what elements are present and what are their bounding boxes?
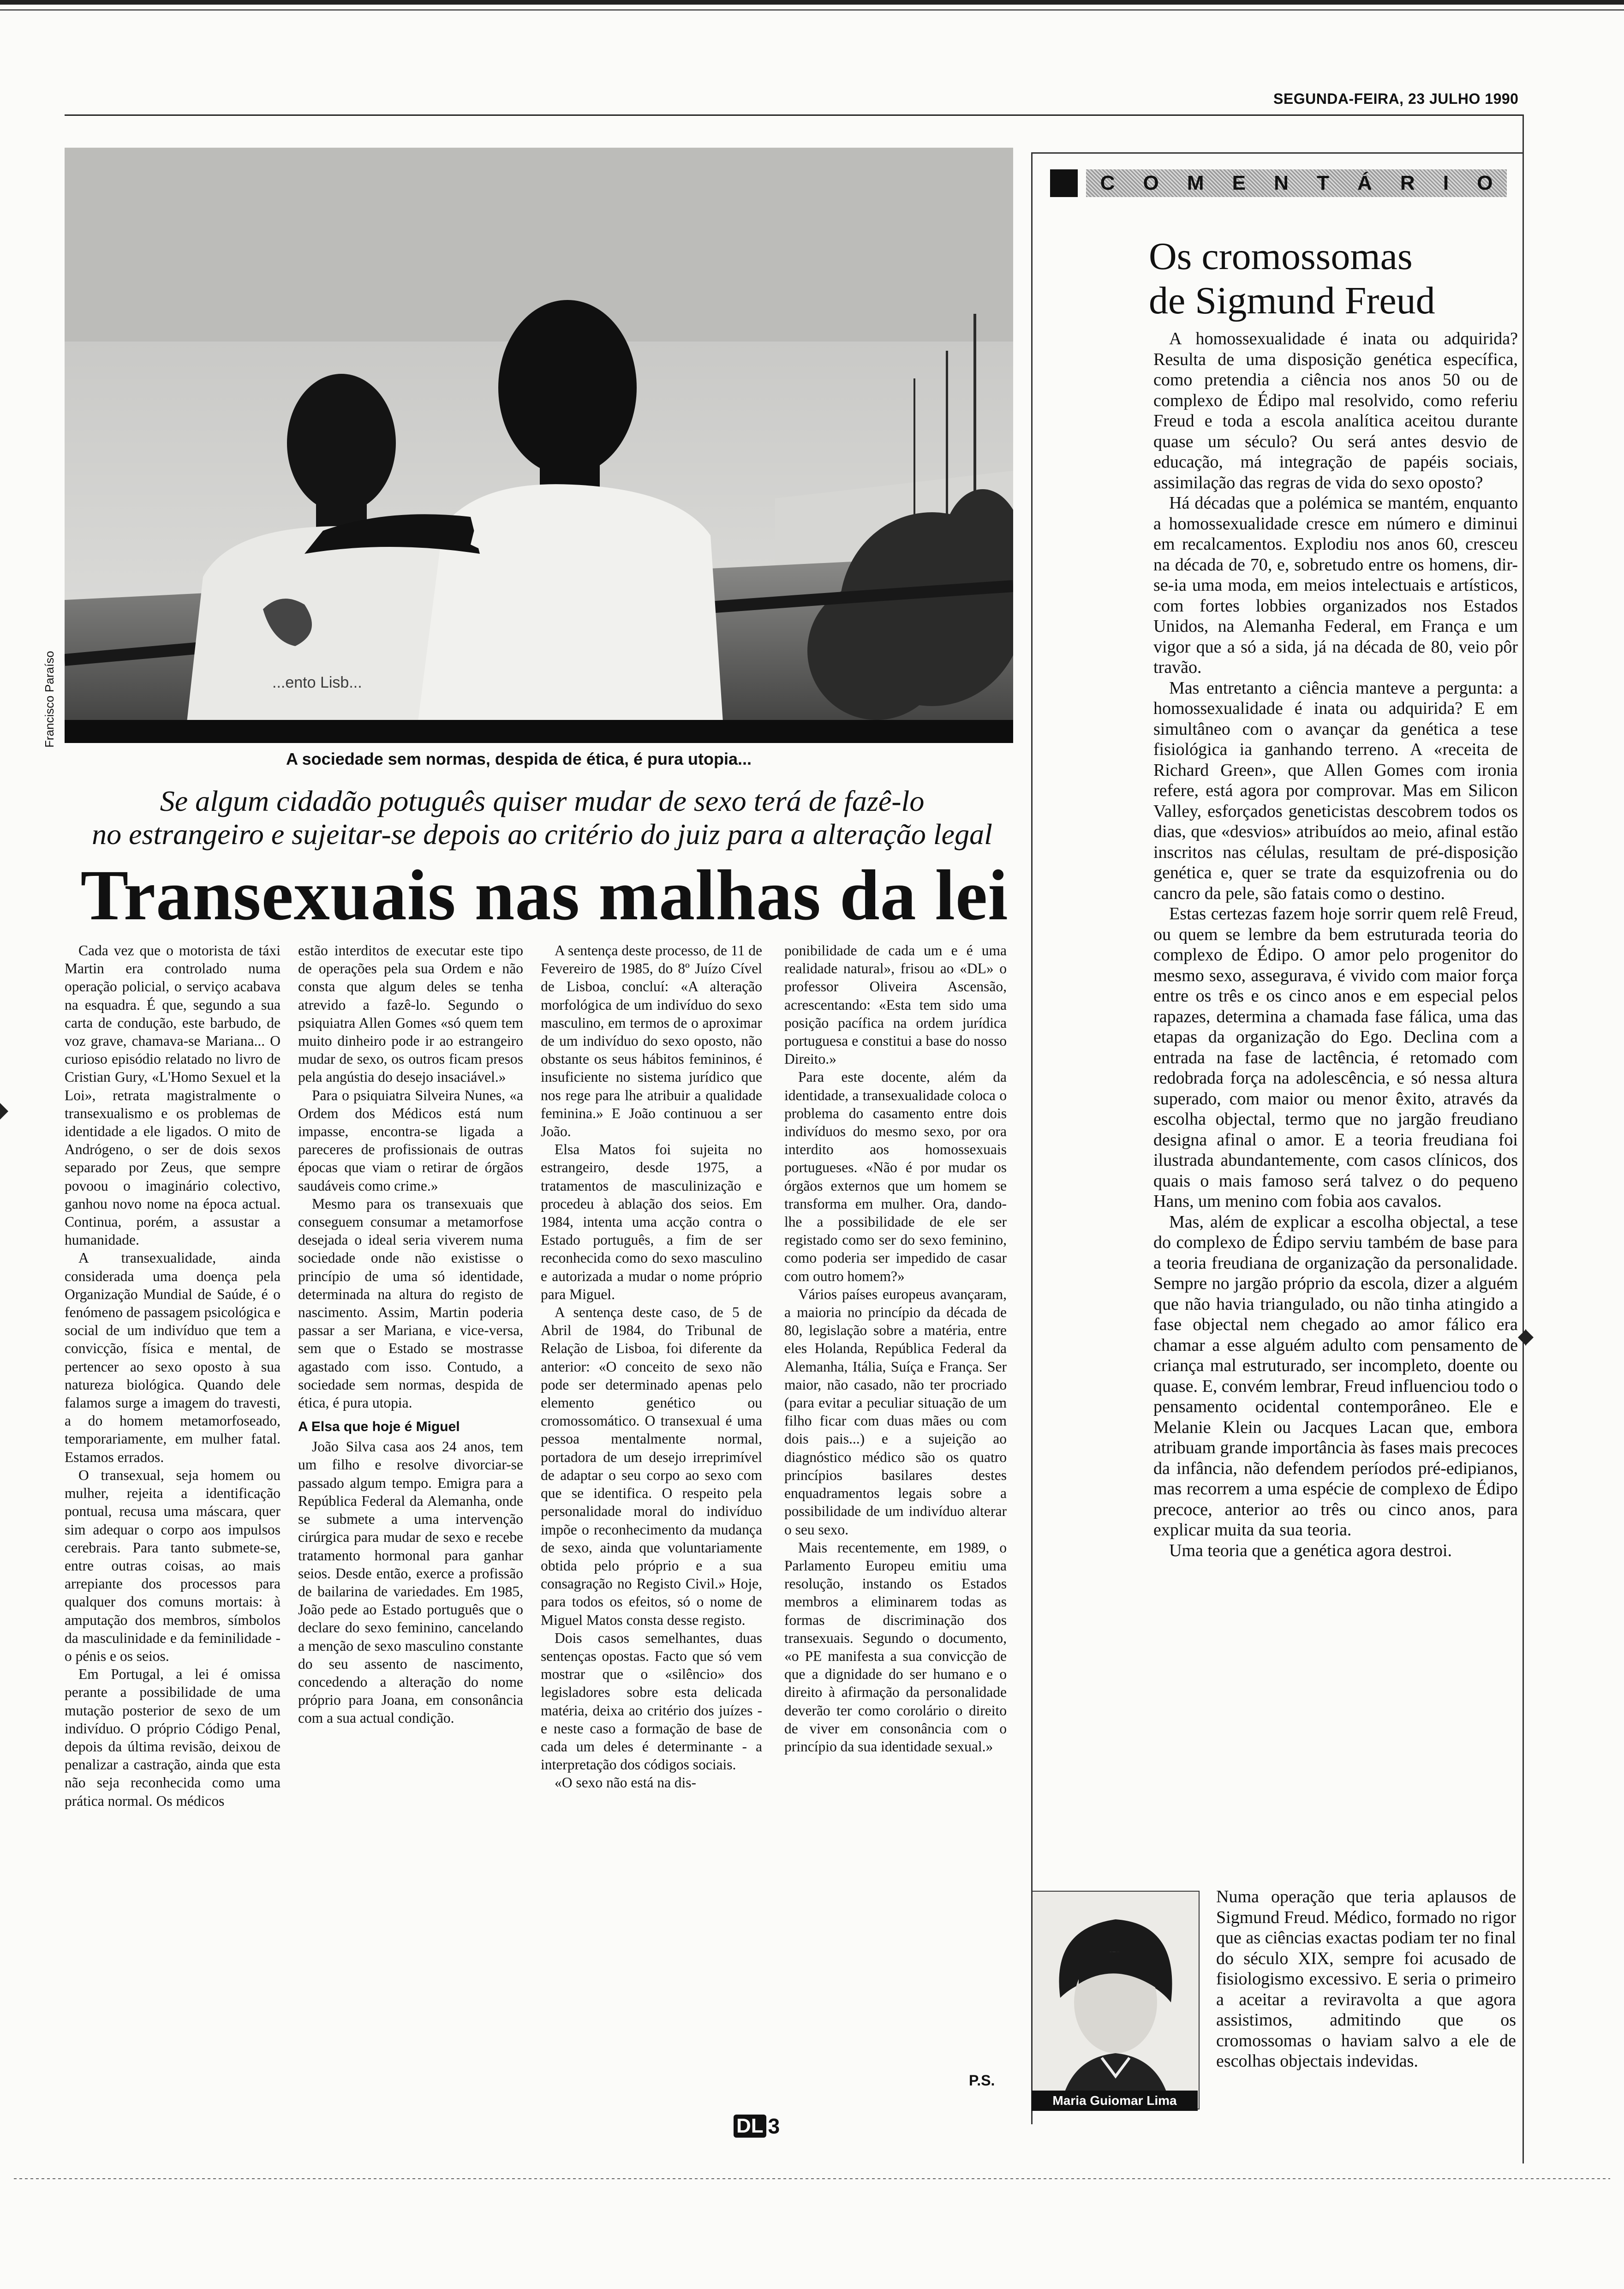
subhead-line-1: Se algum cidadão potuguês quiser mudar de sexo terá de fazê-lo bbox=[160, 785, 925, 817]
top-border-thin bbox=[0, 9, 1624, 11]
photo-credit: Francisco Paraíso bbox=[42, 651, 56, 748]
section-marker-icon bbox=[1050, 169, 1078, 197]
paragraph: Estas certezas fazem hoje sorrir quem relê Freud, ou quem se lembre da bem estruturada teoria do complexo de Édipo. O amor pelo progenitor do mesmo sexo, assegurava, é vivido com maior força entre os três e os cinco anos e em especial pelos rapazes, determina a chamada fase fálica, uma das etapas da organização do Ego. Declina com a entrada na fase de lactência, é retomado com redobrada força na adolescência, e só nessa altura superado, com maior ou menor êxito, através da escolha objectal, termo que no jargão freudiano designa afinal o amor. E a teoria freudiana foi ilustrada abundantemente, com casos clínicos, dos quais o mais famoso será talvez o do pequeno Hans, um menino com fobia aos cavalos. bbox=[1153, 904, 1518, 1211]
two-men-photo-illustration bbox=[65, 148, 1013, 743]
subhead-line-2: no estrangeiro e sujeitar-se depois ao critério do juiz para a alteração legal bbox=[92, 818, 992, 851]
paragraph: «O sexo não está na dis- bbox=[555, 1774, 697, 1791]
top-border bbox=[0, 0, 1624, 5]
paragraph: Há décadas que a polémica se mantém, enquanto a homossexualidade cresce em número e diminui em recalcamentos. Explodiu nos anos 60, cresceu na década de 70, e, sobretudo entre os homens, dir-se-ia uma moda, em meios intelectuais e artísticos, com fortes lobbies organizados nos Estados Unidos, na Alemanha Federal, em França e um vigor que a só a sida, já na década de 80, veio pôr travão. bbox=[1153, 493, 1518, 677]
comment-tag-label: C O M E N T Á R I O bbox=[1086, 169, 1507, 197]
paragraph: A sentença deste caso, de 5 de Abril de 1984, do Tribunal de Relação de Lisboa, foi diferente da anterior: «O conceito de sexo não pode ser determinado apenas pelo elemento genético ou cromossomático. O transexual é uma pessoa mentalmente normal, portadora de um desejo irreprimível de adaptar o seu corpo ao sexo com que se identifica. O respeito pela personalidade moral do indivíduo impõe o reconhecimento da mudança de sexo, ainda que voluntariamente obtida pelo próprio e a sua consagração no Registo Civil.» Hoje, para todos os efeitos, só o nome de Miguel Matos consta desse registo. bbox=[541, 1304, 762, 1628]
author-photo bbox=[1032, 1891, 1200, 2109]
paragraph: João Silva casa aos 24 anos, tem um filho e resolve divorciar-se passado algum tempo. Emigra para a República Federal da Alemanha, onde se submete a uma intervenção cirúrgica para mudar de sexo e recebe tratamento hormonal para ganhar seios. Desde então, exerce a profissão de bailarina de variedades. Em 1985, João pede ao Estado português que o declare do sexo feminino, cancelando a menção de sexo masculino constante do seu assento de nascimento, concedendo a alteração do nome próprio para Joana, em consonância com a sua actual condição. bbox=[298, 1438, 523, 1726]
article-column-2 bbox=[298, 941, 523, 1727]
paragraph: Mais recentemente, em 1989, o Parlamento Europeu emitiu uma resolução, instando os Estados membros a eliminarem todas as formas de discriminação dos transexuais. Segundo o documento, «o PE manifesta a sua convicção de que a dignidade do ser humano e o direito à afirmação da personalidade deverão ter como corolário o direito de viver em consonância com o princípio da sua identidade sexual.» bbox=[784, 1539, 1007, 1755]
paragraph: Mas, além de explicar a escolha objectal, a tese do complexo de Édipo serviu também de base para a teoria freudiana de organização da personalidade. Sempre no jargão próprio da escola, dizer a alguém que não havia triangulado, ou não tinha atingido a fase objectal nem chegado ao amor fálico era chamar a esse alguém adulto com pensamento de criança mal estruturado, ser incompleto, doente ou quase. E, convém lembrar, Freud influenciou todo o pensamento ocidental contemporâneo. Ele e Melanie Klein ou Jacques Lacan que, embora atribuam grande importância às fases mais precoces da infância, não defendem períodos pré-edipianos, mas recorrem a uma espécie de complexo de Édipo precoce, anterior ao três ou cinco anos, para explicar muita da sua teoria. bbox=[1153, 1212, 1518, 1540]
paragraph: Para este docente, além da identidade, a transexualidade coloca o problema do casamento entre dois indivíduos do mesmo sexo, por ora interdito aos homossexuais portugueses. «Não é por mudar os órgãos externos que um homem se transforma em mulher. Ora, dando-lhe a possibilidade de ele ser registado como ser do sexo feminino, como poderia ser impedido de casar com outro homem?» bbox=[784, 1069, 1007, 1284]
bottom-dotted-rule bbox=[14, 2178, 1610, 2179]
page-number bbox=[734, 2114, 780, 2139]
paragraph: Para o psiquiatra Silveira Nunes, «a Ordem dos Médicos está num impasse, encontra-se ligada a pareceres de profissionais de outras épocas que viam o retirar de órgãos saudáveis como crime.» bbox=[298, 1087, 523, 1194]
page-date: SEGUNDA-FEIRA, 23 JULHO 1990 bbox=[1273, 90, 1519, 107]
author-portrait-illustration bbox=[1033, 1892, 1199, 2109]
article-column-1 bbox=[65, 941, 281, 1810]
article-photo bbox=[65, 148, 1013, 743]
paragraph: A transexualidade, ainda considerada uma doença pela Organização Mundial de Saúde, é o fenómeno de passagem psicológica e social de um indivíduo que tem a convicção, física e mental, de pertencer ao sexo oposto à sua natureza biológica. Quando dele falamos surge a imagem do travesti, a do homem metamorfoseado, temporariamente, em mulher fatal. Estamos errados. bbox=[65, 1250, 281, 1465]
paragraph: estão interditos de executar este tipo de operações pela sua Ordem e não consta que algum deles se tenha atrevido a fazê-lo. Segundo o psiquiatra Allen Gomes «só quem tem muito dinheiro pode ir ao estrangeiro mudar de sexo, os outros ficam presos pela angústia do desejo insaciável.» bbox=[298, 942, 523, 1085]
paragraph: Vários países europeus avançaram, a maioria no princípio da década de 80, legislação sobre a matéria, entre eles Holanda, República Federal da Alemanha, Itália, Suíça e França. Ser maior, não casado, não ter procriado (para evitar a peculiar situação de um filho ficar com duas mães ou com dois pais...) e a sujeição ao diagnóstico médico são os quatro princípios basilares destes enquadramentos legais sobre a possibilidade de um indivíduo alterar o seu sexo. bbox=[784, 1286, 1007, 1538]
paragraph: A homossexualidade é inata ou adquirida? Resulta de uma disposição genética específica, como pretendia a ciência nos anos 50 ou de complexo de Édipo mal resolvido, como referiu Freud e toda a escola analítica aceitou durante quase um século? Ou será antes desvio de educação, má integração de papéis sociais, assimilação das regras de vida do sexo oposto? bbox=[1153, 329, 1518, 492]
article-column-4 bbox=[784, 941, 1007, 1756]
newspaper-logo: DL bbox=[734, 2115, 766, 2138]
paragraph: A sentença deste processo, de 11 de Fevereiro de 1985, do 8º Juízo Cível de Lisboa, concluí: «A alteração morfológica de um indivíduo do sexo masculino, em termos de o aproximar de um indivíduo do sexo oposto, não obstante os seus hábitos femininos, é insuficiente no sistema jurídico que nos rege para lhe atribuir a qualidade feminina.» E João continuou a ser João. bbox=[541, 942, 762, 1140]
paragraph: Mesmo para os transexuais que conseguem consumar a metamorfose desejada o ideal seria viverem numa sociedade onde não existisse o princípio de uma só identidade, determinada na altura do registo de nascimento. Assim, Martin poderia passar a ser Mariana, e vice-versa, sem que o Estado se mostrasse agastado com isso. Contudo, a sociedade sem normas, despida de ética, é pura utopia. bbox=[298, 1195, 523, 1411]
margin-arrow-icon bbox=[1525, 1329, 1534, 1346]
comment-body bbox=[1153, 329, 1518, 1561]
paragraph: Elsa Matos foi sujeita no estrangeiro, desde 1975, a tratamentos de masculinização e procedeu à ablação dos seios. Em 1984, intenta uma acção contra o Estado português, a fim de ser reconhecida como do sexo masculino e autorizada a mudar o nome próprio para Miguel. bbox=[541, 1141, 762, 1302]
page-number-value: 3 bbox=[768, 2114, 780, 2138]
comment-section-tag bbox=[1050, 167, 1507, 199]
margin-arrow-icon bbox=[0, 1103, 8, 1120]
svg-text:...ento Lisb...: ...ento Lisb... bbox=[272, 674, 362, 691]
article-headline: Transexuais nas malhas da lei bbox=[80, 855, 1009, 935]
article-subhead bbox=[69, 785, 1015, 851]
paragraph: Dois casos semelhantes, duas sentenças opostas. Facto que só vem mostrar que o «silêncio» dos legisladores sobre esta delicada matéria, deixa ao critério dos juízes - e neste caso a formação de base de cada um deles é determinante - a interpretação dos códigos sociais. bbox=[541, 1630, 762, 1773]
article-column-3 bbox=[541, 941, 762, 1792]
author-caption: Maria Guiomar Lima bbox=[1032, 2091, 1198, 2111]
photo-caption: A sociedade sem normas, despida de ética, é pura utopia... bbox=[286, 749, 752, 768]
comment-title: Os cromossomas de Sigmund Freud bbox=[1149, 235, 1435, 322]
paragraph: ponibilidade de cada um e é uma realidade natural», frisou ao «DL» o professor Oliveira Ascensão, acrescentando: «Esta tem sido uma posição pacífica na ordem jurídica portuguesa e constitui a base do nosso Direito.» bbox=[784, 942, 1007, 1067]
paragraph: Uma teoria que a genética agora destroi. bbox=[1169, 1540, 1452, 1560]
paragraph: Cada vez que o motorista de táxi Martin era controlado numa operação policial, o serviço acabava na esquadra. É que, segundo a sua carta de condução, este barbudo, de voz grave, chamava-se Mariana... O curioso episódio relatado no livro de Cristian Gury, «L'Homo Sexuel et la Loi», retrata magistralmente o transexualismo e os problemas de identidade a ele ligados. O mito de Andrógeno, o ser de dois sexos separado por Zeus, que sempre povoou o imaginário colectivo, ganhou novo nome na época actual. Continua, porém, a assustar a humanidade. bbox=[65, 942, 281, 1248]
header-rule bbox=[65, 114, 1522, 116]
intertitle: A Elsa que hoje é Miguel bbox=[298, 1419, 460, 1435]
paragraph: Em Portugal, a lei é omissa perante a possibilidade de uma mutação posterior de sexo de um indivíduo. O próprio Código Penal, depois da última revisão, deixou de penalizar a castração, ainda que esta não seja reconhecida como uma prática normal. Os médicos bbox=[65, 1666, 281, 1809]
comment-last-paragraph: Numa operação que teria aplausos de Sigmund Freud. Médico, formado no rigor que as ciências exactas podiam ter no final do século XIX, sempre foi acusado de fisiologismo excessivo. E seria o primeiro a aceitar a reviravolta a que agora assistimos, admitindo que os cromossomas o haviam salvo a ele de escolhas objectais indevidas. bbox=[1216, 1887, 1516, 2071]
article-signature: P.S. bbox=[969, 2072, 995, 2089]
paragraph: O transexual, seja homem ou mulher, rejeita a identificação pontual, recusa uma máscara, quer sim adequar o corpo aos impulsos cerebrais. Para tanto submete-se, entre outras coisas, ao mais arrepiante dos processos para qualquer dos comuns mortais: à amputação dos membros, símbolos da masculinidade e da feminilidade - o pénis e os seios. bbox=[65, 1467, 281, 1664]
paragraph: Mas entretanto a ciência manteve a pergunta: a homossexualidade é inata ou adquirida? E em simultâneo com o avançar da genética a tese fisiológica ia ganhando terreno. A «receita de Richard Green», que Allen Gomes com ironia refere, está agora por comprovar. Mas em Silicon Valley, esforçados geneticistas descobrem todos os dias, que «desvios» atribuídos ao meio, afinal estão inscritos nas células, resultam de pré-disposição genética e, quer se trate da esquizofrenia ou do cancro da pele, são fatais como o destino. bbox=[1153, 678, 1518, 903]
